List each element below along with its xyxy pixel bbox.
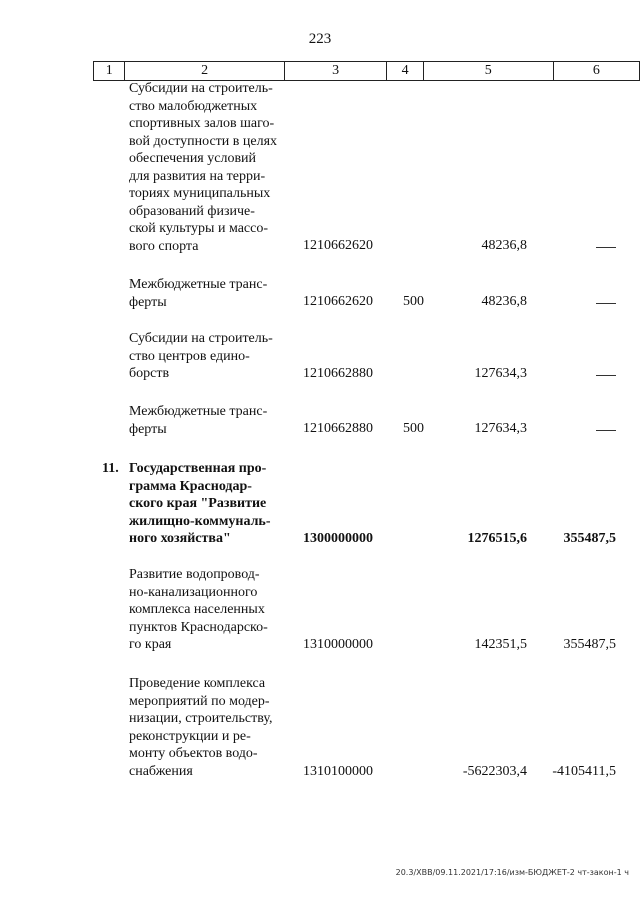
target-code: 1210662620	[303, 238, 373, 253]
footer-document-id: 20.3/ХВВ/09.11.2021/17:16/изм-БЮДЖЕТ-2 чт-закон-1 ч	[395, 868, 629, 877]
item-name: Проведение комплекса мероприятий по модер- низации, строительству, реконструкции и ре- монту объектов водо- снабжения	[129, 676, 273, 779]
expense-type: 500	[403, 294, 424, 309]
target-code: 1210662620	[303, 294, 373, 309]
amount-2022: 127634,3	[474, 421, 527, 436]
amount-2023-dash	[596, 247, 616, 248]
amount-2022: 142351,5	[474, 637, 527, 652]
amount-2023: -4105411,5	[552, 764, 616, 779]
amount-2022: 48236,8	[481, 238, 527, 253]
target-code: 1210662880	[303, 421, 373, 436]
column-header-row	[93, 61, 640, 81]
item-name: Развитие водопровод- но-канализационного комплекса населенных пунктов Краснодарско- го края	[129, 567, 268, 652]
column-header-5: 5	[423, 62, 553, 81]
amount-2022: 1276515,6	[467, 531, 527, 546]
column-header-1: 1	[94, 62, 125, 81]
page-number: 223	[308, 31, 332, 47]
column-header-2: 2	[125, 62, 284, 81]
amount-2022: -5622303,4	[462, 764, 527, 779]
amount-2023-dash	[596, 430, 616, 431]
column-header-6: 6	[553, 62, 639, 81]
amount-2023: 355487,5	[563, 637, 616, 652]
expense-type: 500	[403, 421, 424, 436]
item-name: Государственная про- грамма Краснодар- ского края "Развитие жилищно-коммуналь- ного хозяйства"	[129, 461, 271, 546]
target-code: 1310000000	[303, 637, 373, 652]
item-name: Субсидии на строитель- ство центров едино- борств	[129, 331, 273, 381]
amount-2023-dash	[596, 375, 616, 376]
target-code: 1310100000	[303, 764, 373, 779]
column-header-4: 4	[387, 62, 423, 81]
program-number: 11.	[102, 461, 119, 476]
amount-2022: 48236,8	[481, 294, 527, 309]
item-name: Субсидии на строитель- ство малобюджетных спортивных залов шаго- вой доступности в целях обеспечения условий для развития на терри- ториях муниципальных образований физиче- ской культуры и массо- вого спорта	[129, 81, 278, 254]
amount-2022: 127634,3	[474, 366, 527, 381]
target-code: 1210662880	[303, 366, 373, 381]
target-code: 1300000000	[303, 531, 373, 546]
item-name: Межбюджетные транс- ферты	[129, 277, 268, 310]
item-name: Межбюджетные транс- ферты	[129, 404, 268, 437]
amount-2023: 355487,5	[563, 531, 616, 546]
amount-2023-dash	[596, 303, 616, 304]
column-header-3: 3	[284, 62, 387, 81]
